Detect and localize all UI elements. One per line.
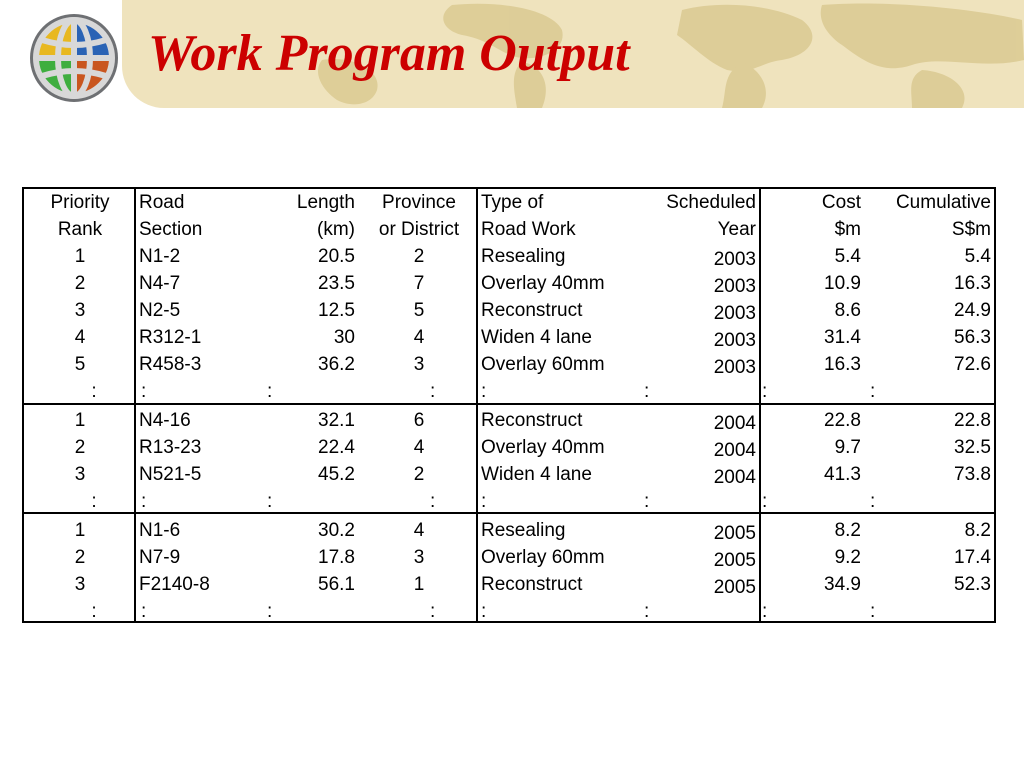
work-program-table: [22, 187, 996, 623]
header-length: (km): [317, 219, 355, 240]
cell-year: 2005: [713, 550, 756, 571]
cell-cost: 5.4: [834, 246, 861, 267]
cell-length: 17.8: [318, 547, 355, 568]
continuation-mark: :: [141, 491, 147, 512]
cell-road: R458-3: [139, 354, 202, 375]
header-cost: $m: [834, 219, 861, 240]
cell-cumulative: 16.3: [954, 273, 991, 294]
cell-cost: 34.9: [824, 574, 861, 595]
cell-year: 2005: [713, 523, 756, 544]
continuation-mark: :: [430, 601, 436, 622]
cell-province: 1: [413, 574, 425, 595]
cell-cumulative: 8.2: [964, 520, 991, 541]
cell-length: 12.5: [318, 300, 355, 321]
continuation-mark: :: [267, 601, 273, 622]
cell-cumulative: 24.9: [954, 300, 991, 321]
cell-rank: 2: [74, 437, 86, 458]
header-province: or District: [378, 219, 460, 240]
continuation-mark: :: [870, 381, 876, 402]
cell-year: 2005: [713, 577, 756, 598]
cell-cost: 8.6: [834, 300, 861, 321]
page-title: Work Program Output: [148, 25, 630, 82]
cell-year: 2003: [713, 276, 756, 297]
continuation-mark: :: [870, 601, 876, 622]
header-rank: Rank: [57, 219, 103, 240]
continuation-mark: :: [762, 381, 768, 402]
cell-province: 4: [413, 437, 425, 458]
header-cumulative: Cumulative: [895, 192, 991, 213]
continuation-mark: :: [644, 491, 650, 512]
cell-road: N4-7: [139, 273, 181, 294]
cell-province: 4: [413, 327, 425, 348]
header-road: Section: [139, 219, 203, 240]
cell-length: 20.5: [318, 246, 355, 267]
cell-year: 2004: [713, 413, 756, 434]
header-cumulative: S$m: [951, 219, 991, 240]
cell-cost: 8.2: [834, 520, 861, 541]
cell-cumulative: 17.4: [954, 547, 991, 568]
group-divider: [24, 403, 994, 405]
cell-province: 4: [413, 520, 425, 541]
cell-type: Reconstruct: [481, 410, 583, 431]
cell-length: 45.2: [318, 464, 355, 485]
cell-cumulative: 56.3: [954, 327, 991, 348]
cell-cumulative: 72.6: [954, 354, 991, 375]
cell-road: R312-1: [139, 327, 202, 348]
cell-province: 7: [413, 273, 425, 294]
group-divider: [24, 512, 994, 514]
header-cost: Cost: [821, 192, 861, 213]
header-road: Road: [139, 192, 185, 213]
continuation-mark: :: [91, 381, 97, 402]
cell-length: 56.1: [318, 574, 355, 595]
cell-cumulative: 22.8: [954, 410, 991, 431]
cell-cumulative: 52.3: [954, 574, 991, 595]
cell-province: 2: [413, 464, 425, 485]
cell-year: 2003: [713, 357, 756, 378]
cell-length: 36.2: [318, 354, 355, 375]
cell-rank: 3: [74, 574, 86, 595]
cell-year: 2003: [713, 330, 756, 351]
cell-cumulative: 32.5: [954, 437, 991, 458]
cell-province: 6: [413, 410, 425, 431]
cell-cumulative: 5.4: [964, 246, 991, 267]
cell-rank: 1: [74, 520, 86, 541]
cell-rank: 4: [74, 327, 86, 348]
cell-length: 30: [333, 327, 355, 348]
cell-province: 3: [413, 354, 425, 375]
cell-province: 5: [413, 300, 425, 321]
header-length: Length: [296, 192, 355, 213]
continuation-mark: :: [141, 381, 147, 402]
cell-cost: 9.2: [834, 547, 861, 568]
continuation-mark: :: [644, 381, 650, 402]
cell-road: N521-5: [139, 464, 202, 485]
continuation-mark: :: [644, 601, 650, 622]
cell-type: Reconstruct: [481, 300, 583, 321]
cell-length: 30.2: [318, 520, 355, 541]
cell-road: F2140-8: [139, 574, 210, 595]
cell-road: N1-2: [139, 246, 181, 267]
cell-type: Overlay 40mm: [481, 273, 605, 294]
header-province: Province: [382, 192, 456, 213]
cell-rank: 1: [74, 246, 86, 267]
cell-rank: 3: [74, 300, 86, 321]
cell-length: 23.5: [318, 273, 355, 294]
continuation-mark: :: [141, 601, 147, 622]
cell-rank: 3: [74, 464, 86, 485]
cell-year: 2004: [713, 440, 756, 461]
cell-rank: 5: [74, 354, 86, 375]
continuation-mark: :: [91, 601, 97, 622]
cell-type: Overlay 60mm: [481, 547, 605, 568]
globe-icon: [26, 10, 122, 106]
cell-cost: 9.7: [834, 437, 861, 458]
cell-type: Overlay 40mm: [481, 437, 605, 458]
cell-rank: 2: [74, 273, 86, 294]
cell-length: 22.4: [318, 437, 355, 458]
continuation-mark: :: [762, 601, 768, 622]
continuation-mark: :: [267, 491, 273, 512]
cell-province: 2: [413, 246, 425, 267]
cell-length: 32.1: [318, 410, 355, 431]
header-rank: Priority: [50, 192, 110, 213]
cell-type: Resealing: [481, 246, 566, 267]
cell-year: 2004: [713, 467, 756, 488]
cell-type: Widen 4 lane: [481, 464, 592, 485]
continuation-mark: :: [267, 381, 273, 402]
cell-year: 2003: [713, 303, 756, 324]
cell-type: Reconstruct: [481, 574, 583, 595]
cell-road: N1-6: [139, 520, 181, 541]
column-divider: [476, 189, 478, 621]
header-year: Scheduled: [666, 192, 756, 213]
continuation-mark: :: [430, 381, 436, 402]
cell-road: N2-5: [139, 300, 181, 321]
cell-type: Resealing: [481, 520, 566, 541]
continuation-mark: :: [481, 491, 487, 512]
continuation-mark: :: [430, 491, 436, 512]
header-type: Type of: [481, 192, 544, 213]
continuation-mark: :: [481, 381, 487, 402]
cell-road: R13-23: [139, 437, 202, 458]
cell-rank: 1: [74, 410, 86, 431]
continuation-mark: :: [870, 491, 876, 512]
continuation-mark: :: [481, 601, 487, 622]
cell-type: Overlay 60mm: [481, 354, 605, 375]
cell-cost: 41.3: [824, 464, 861, 485]
cell-rank: 2: [74, 547, 86, 568]
header-year: Year: [717, 219, 756, 240]
cell-cost: 16.3: [824, 354, 861, 375]
continuation-mark: :: [762, 491, 768, 512]
continuation-mark: :: [91, 491, 97, 512]
cell-road: N7-9: [139, 547, 181, 568]
cell-cost: 10.9: [824, 273, 861, 294]
cell-cost: 22.8: [824, 410, 861, 431]
column-divider: [759, 189, 761, 621]
column-divider: [134, 189, 136, 621]
header-type: Road Work: [481, 219, 576, 240]
cell-year: 2003: [713, 249, 756, 270]
cell-type: Widen 4 lane: [481, 327, 592, 348]
cell-cumulative: 73.8: [954, 464, 991, 485]
cell-province: 3: [413, 547, 425, 568]
cell-cost: 31.4: [824, 327, 861, 348]
cell-road: N4-16: [139, 410, 191, 431]
